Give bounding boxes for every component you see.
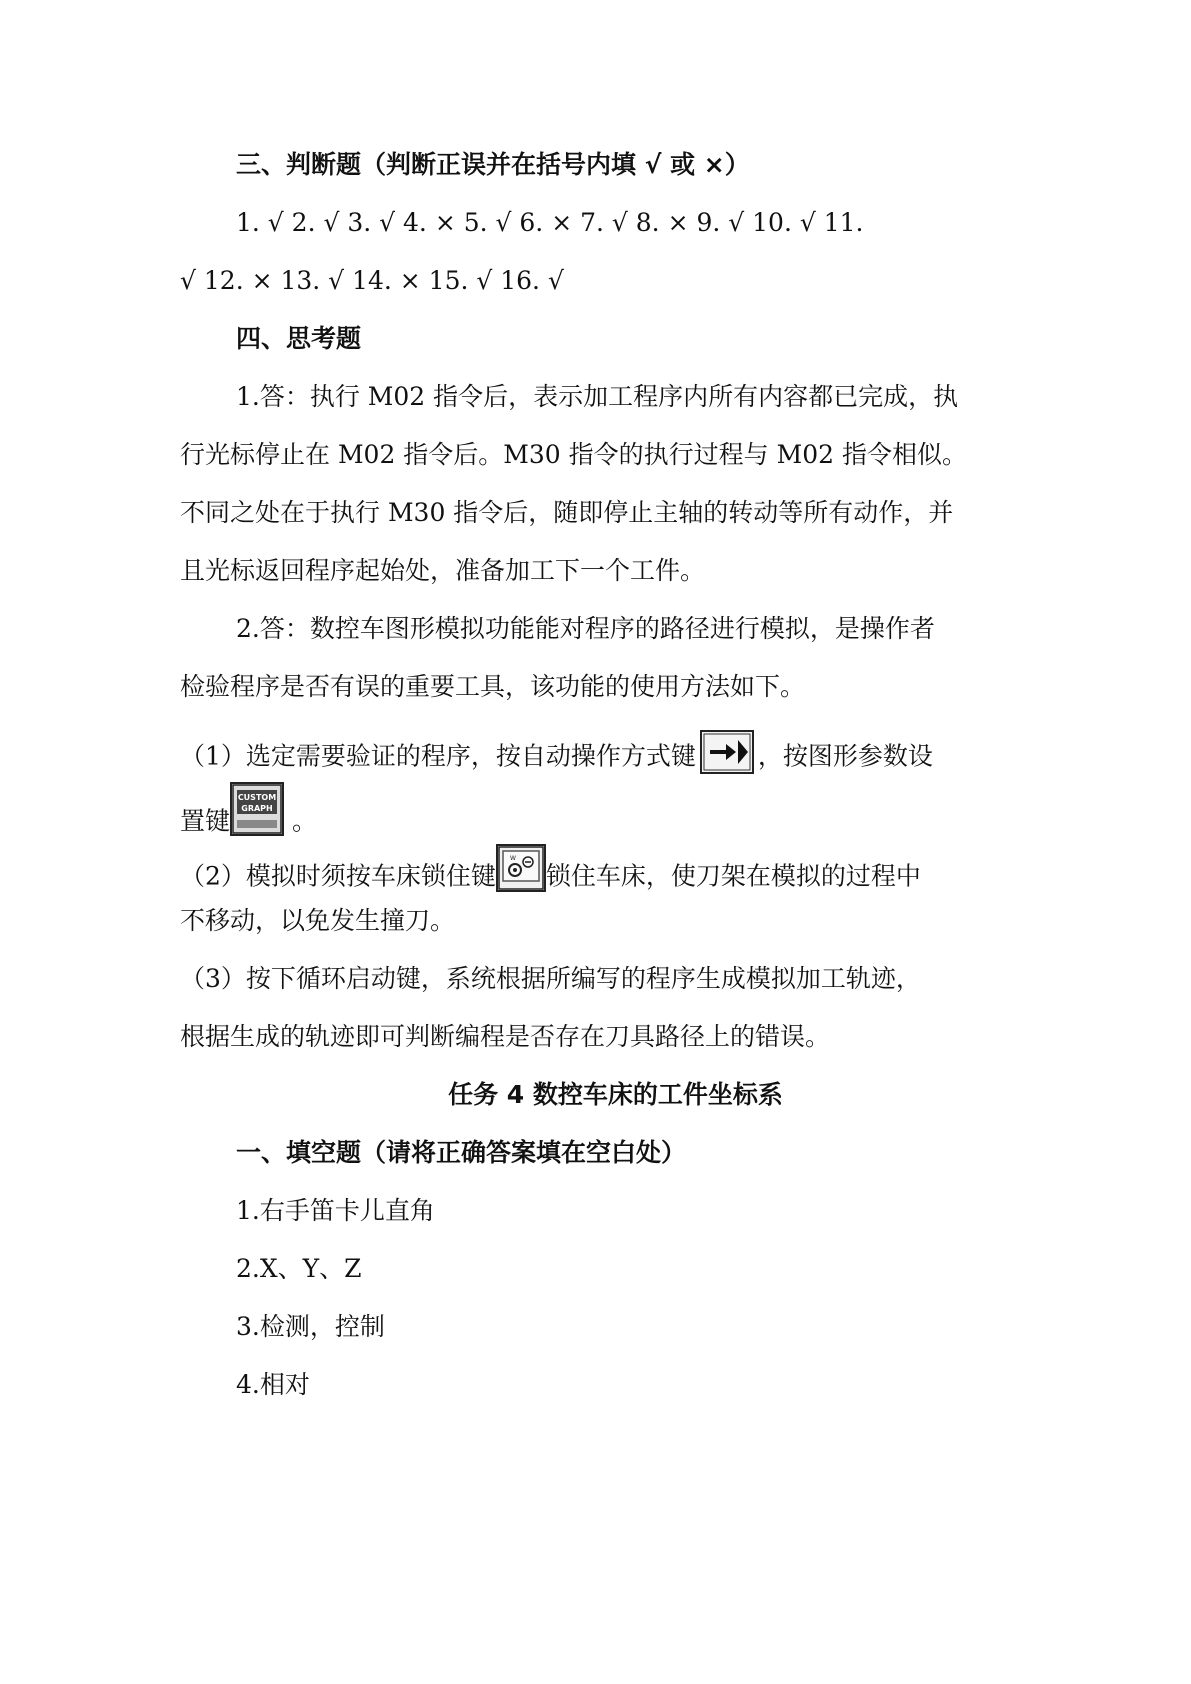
- auto-operation-key-icon: [700, 730, 754, 774]
- q1-answer-line-2: 行光标停止在 M02 指令后。M30 指令的执行过程与 M02 指令相似。: [180, 440, 967, 469]
- step1-text-b: ，按图形参数设: [757, 741, 933, 771]
- step2-text-b: 锁住车床，使刀架在模拟的过程中: [545, 861, 921, 891]
- fill-section-title: 一、填空题（请将正确答案填在空白处）: [236, 1138, 687, 1167]
- step3-line-2: 根据生成的轨迹即可判断编程是否存在刀具路径上的错误。: [180, 1022, 831, 1051]
- custom-graph-key-icon: [230, 782, 284, 836]
- svg-text:W: W: [509, 855, 516, 862]
- step1-text-a: （1）选定需要验证的程序，按自动操作方式键: [180, 741, 696, 771]
- fill-answer-2: 2.X、Y、Z: [236, 1254, 362, 1283]
- step3-line-1: （3）按下循环启动键，系统根据所编写的程序生成模拟加工轨迹，: [180, 964, 921, 993]
- fill-answer-3: 3.检测，控制: [236, 1312, 385, 1341]
- think-section-title: 四、思考题: [236, 324, 362, 353]
- q1-answer-line-4: 且光标返回程序起始处，准备加工下一个工件。: [180, 556, 706, 585]
- judge-answers-line-1: 1. √ 2. √ 3. √ 4. × 5. √ 6. × 7. √ 8. × 9. √ 10. √ 11.: [236, 208, 864, 237]
- step1-line-1: [0, 736, 1191, 780]
- q1-answer-line-3: 不同之处在于执行 M30 指令后，随即停止主轴的转动等所有动作，并: [180, 498, 954, 527]
- step2-text-a: （2）模拟时须按车床锁住键: [180, 861, 496, 891]
- custom-key-label-2: GRAPH: [241, 804, 273, 813]
- judge-answers-line-2: √ 12. × 13. √ 14. × 15. √ 16. √: [180, 266, 564, 295]
- step2-line-2: 不移动，以免发生撞刀。: [180, 906, 456, 935]
- fill-answer-1: 1.右手笛卡儿直角: [236, 1196, 435, 1225]
- custom-key-label-1: CUSTOM: [237, 793, 277, 802]
- q2-answer-line-1: 2.答：数控车图形模拟功能能对程序的路径进行模拟，是操作者: [236, 614, 935, 643]
- step1-text-d: 。: [292, 806, 318, 836]
- step1-line-2: [0, 793, 1191, 850]
- task-title: 任务 4 数控车床的工件坐标系: [448, 1080, 783, 1109]
- fill-answer-4: 4.相对: [236, 1370, 310, 1399]
- machine-lock-key-icon: [496, 844, 546, 892]
- judge-section-title: 三、判断题（判断正误并在括号内填 √ 或 ×）: [236, 150, 750, 179]
- q2-answer-line-2: 检验程序是否有误的重要工具，该功能的使用方法如下。: [180, 672, 806, 701]
- step2-line-1: [0, 854, 1191, 902]
- q1-answer-line-1: 1.答：执行 M02 指令后，表示加工程序内所有内容都已完成，执: [236, 382, 959, 411]
- step1-text-c: 置键: [180, 806, 231, 836]
